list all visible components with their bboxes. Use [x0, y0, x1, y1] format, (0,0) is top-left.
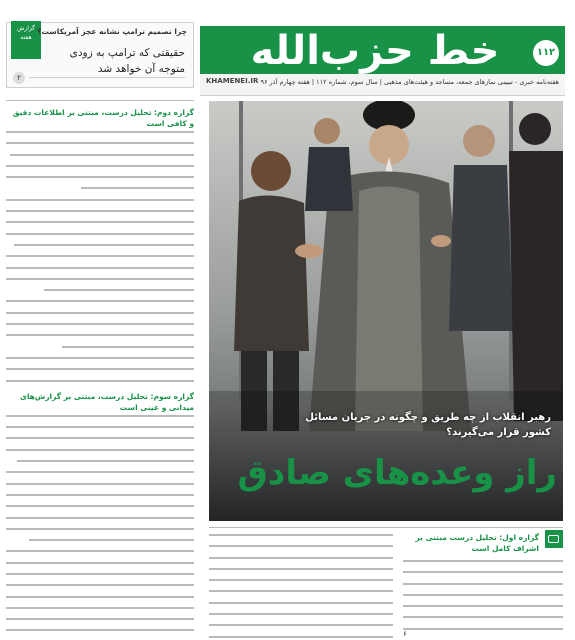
- teaser-tab: گزارش هفته: [11, 21, 41, 59]
- teaser-title: حقیقتی که ترامپ به زودی متوجه آن خواهد شد: [69, 47, 185, 75]
- bottom-text-column: [209, 530, 393, 638]
- bottom-article-column: [403, 530, 563, 638]
- body-text-block: [6, 131, 194, 382]
- website-label[interactable]: KHAMENEI.IR: [206, 77, 259, 85]
- article-icon: [545, 530, 563, 548]
- teaser-kicker: چرا تصمیم ترامپ نشانه عجز آمریکاست؟: [37, 27, 187, 36]
- teaser-divider: [29, 77, 185, 78]
- masthead-strip: [200, 74, 565, 96]
- teaser-box[interactable]: [6, 22, 194, 88]
- masthead-logo: خط حزب‌الله: [250, 28, 500, 74]
- section-divider: [209, 527, 563, 528]
- page-marker: ۶: [403, 630, 407, 638]
- cover-headline: راز وعده‌های صادق: [237, 453, 557, 493]
- masthead-subtitle: هفته‌نامه خبری - تبیینی نمازهای جمعه، مساجد و هیئت‌های مذهبی | سال سوم، شماره ۱۱۲ | هفته چهارم آذر ۹۶: [260, 78, 559, 86]
- cover-deck: رهبر انقلاب از چه طریق و چگونه در جریان مسائل کشور قرار می‌گیرند؟: [305, 412, 551, 438]
- body-text-block: [403, 560, 563, 638]
- body-text-block: [209, 534, 393, 638]
- masthead: [200, 26, 565, 96]
- section-heading-3: گزاره سوم: تحلیل درست، مبتنی بر گزارش‌های میدانی و عینی است: [19, 391, 194, 412]
- section-heading-1: گزاره اول: تحلیل درست مبتنی بر اشراف کامل است: [415, 533, 539, 553]
- teaser-page-number: ۲: [13, 72, 25, 84]
- body-text-block: [6, 415, 194, 638]
- issue-number-badge: ۱۱۲: [533, 40, 559, 66]
- section-heading-2: گزاره دوم: تحلیل درست، مبتنی بر اطلاعات دقیق و کافی است: [12, 108, 194, 128]
- left-text-column: [6, 100, 194, 638]
